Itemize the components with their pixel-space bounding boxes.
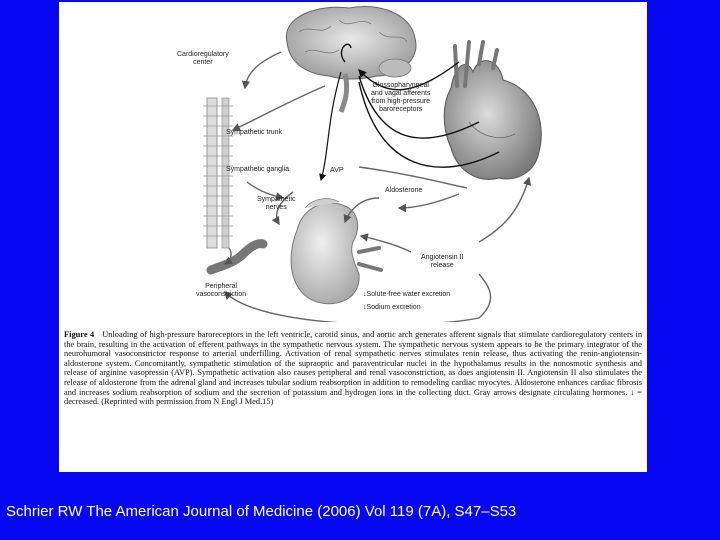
- figure-caption: [64, 330, 642, 407]
- label-sympathetic-nerves: Sympathetic nerves: [257, 196, 296, 211]
- label-peripheral-vasoconstriction: Peripheral vasoconstriction: [196, 283, 247, 298]
- label-aldosterone: Aldosterone: [385, 187, 423, 194]
- label-water-excretion: ↓Solute-free water excretion: [363, 291, 451, 298]
- blood-vessel-illustration: [211, 244, 263, 270]
- citation-text: Schrier RW The American Journal of Medicine (2006) Vol 119 (7A), S47–S53: [6, 503, 517, 520]
- label-glossopharyngeal-afferents: Glossopharyngeal and vagal afferents from high-pressure baroreceptors: [371, 82, 431, 113]
- figure-label: Figure 4: [64, 330, 95, 339]
- label-sympathetic-ganglia: Sympathetic ganglia: [226, 166, 290, 173]
- figure-panel: [59, 2, 647, 472]
- label-angiotensin-release: Angiotensin II release: [421, 254, 464, 269]
- label-sympathetic-trunk: Sympathetic trunk: [226, 129, 283, 136]
- kidney-illustration: [291, 199, 381, 304]
- efferent-pathways: [321, 72, 341, 180]
- diagram: [59, 2, 647, 322]
- label-avp: AVP: [330, 167, 344, 174]
- caption-text: Unloading of high-pressure baroreceptors in the left ventricle, carotid sinus, and aortic arch generates afferent signals that stimulate cardioregulatory centers in the brain, resulting in the activation of efferent pathways in the sympathetic nervous system. The sympathetic nervous system appears to be the primary integrator of the neurohumoral vasoconstrictor response to arterial underfilling. Activation of renal sympathetic nerves stimulates renin release, thus activating the renin-angiotensin-aldosterone system. Concomitantly, sympathetic stimulation of the supraoptic and paraventricular nuclei in the hypothalamus results in the nonosmotic synthesis and release of arginine vasopressin (AVP). Sympathetic activation also causes peripheral and renal vasoconstriction, as does angiotensin II. Angiotensin II also stimulates the release of aldosterone from the adrenal gland and increases tubular sodium reabsorption in addition to remodeling cardiac myocytes. Aldosterone enhances cardiac fibrosis and increases sodium reabsorption of sodium and the secretion of potassium and hydrogen ions in the collecting duct. Gray arrows designate circulating hormones. ↓ = decreased. (Reprinted with permission from N Engl J Med.15): [64, 330, 643, 407]
- label-sodium-excretion: ↓Sodium excretion: [363, 304, 421, 311]
- label-cardioregulatory-center: Cardioregulatory center: [177, 51, 229, 66]
